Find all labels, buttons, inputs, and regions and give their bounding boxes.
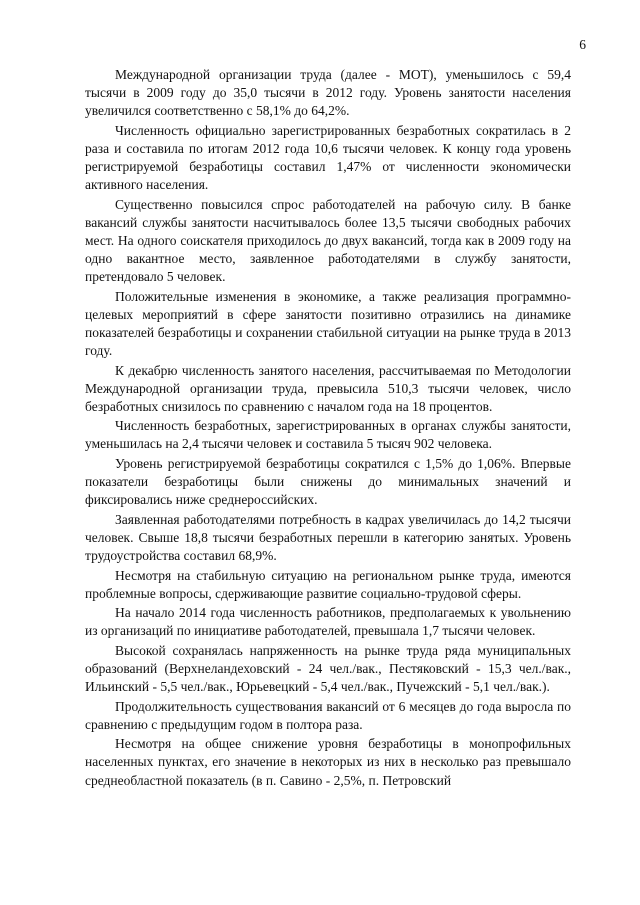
paragraph-6: Численность безработных, зарегистрированных в органах службы занятости, уменьшилась на 2,4 тысячи человек и составила 5 тысяч 902 человека. [85, 418, 571, 452]
page-number: 6 [579, 37, 586, 52]
paragraph-2: Численность официально зарегистрированных безработных сократилась в 2 раза и составила по итогам 2012 года 10,6 тысячи человек. К концу года уровень регистрируемой безработицы составил 1,47% от численности экономически активного населения. [85, 122, 571, 193]
document-body [85, 66, 571, 791]
paragraph-3: Существенно повысился спрос работодателей на рабочую силу. В банке вакансий службы занятости насчитывалось более 13,5 тысячи свободных рабочих мест. На одного соискателя приходилось до двух вакансий, тогда как в 2009 году на одно вакантное место, заявленное работодателями в службу занятости, претендовало 5 человек. [85, 196, 571, 285]
paragraph-1: Международной организации труда (далее - МОТ), уменьшилось с 59,4 тысячи в 2009 году до 35,0 тысячи в 2012 году. Уровень занятости населения увеличился соответственно с 58,1% до 64,2%. [85, 67, 571, 119]
paragraph-7: Уровень регистрируемой безработицы сократился с 1,5% до 1,06%. Впервые показатели безработицы были снижены до минимальных значений и фиксировались ниже среднероссийских. [85, 455, 571, 508]
paragraph-4: Положительные изменения в экономике, а также реализация программно-целевых мероприятий в сфере занятости позитивно отразились на динамике показателей безработицы и сохранении стабильной ситуации на рынке труда в 2013 году. [85, 288, 571, 358]
paragraph-8: Заявленная работодателями потребность в кадрах увеличилась до 14,2 тысячи человек. Свыше 18,8 тысячи безработных перешли в категорию занятых. Уровень трудоустройства составил 68,9%. [85, 511, 571, 563]
paragraph-11: Высокой сохранялась напряженность на рынке труда ряда муниципальных образований (Верхнеландеховский - 24 чел./вак., Пестяковский - 15,3 чел./вак., Ильинский - 5,5 чел./вак., Юрьевецкий - 5,4 чел./вак., Пучежский - 5,1 чел./вак.). [85, 642, 571, 695]
paragraph-9: Несмотря на стабильную ситуацию на региональном рынке труда, имеются проблемные вопросы, сдерживающие развитие социально-трудовой сферы. [85, 567, 571, 601]
paragraph-13: Несмотря на общее снижение уровня безработицы в монопрофильных населенных пунктах, его значение в некоторых из них в несколько раз превышало среднеобластной показатель (в п. Савино - 2,5%, п. Петровский [85, 736, 571, 788]
paragraph-10: На начало 2014 года численность работников, предполагаемых к увольнению из организаций по инициативе работодателей, превышала 1,7 тысячи человек. [85, 605, 571, 639]
paragraph-5: К декабрю численность занятого населения, рассчитываемая по Методологии Международной организации труда, превысила 510,3 тысячи человек, число безработных снизилось по сравнению с началом года на 18 процентов. [85, 362, 571, 414]
paragraph-12: Продолжительность существования вакансий от 6 месяцев до года выросла по сравнению с предыдущим годом в полтора раза. [85, 698, 571, 732]
